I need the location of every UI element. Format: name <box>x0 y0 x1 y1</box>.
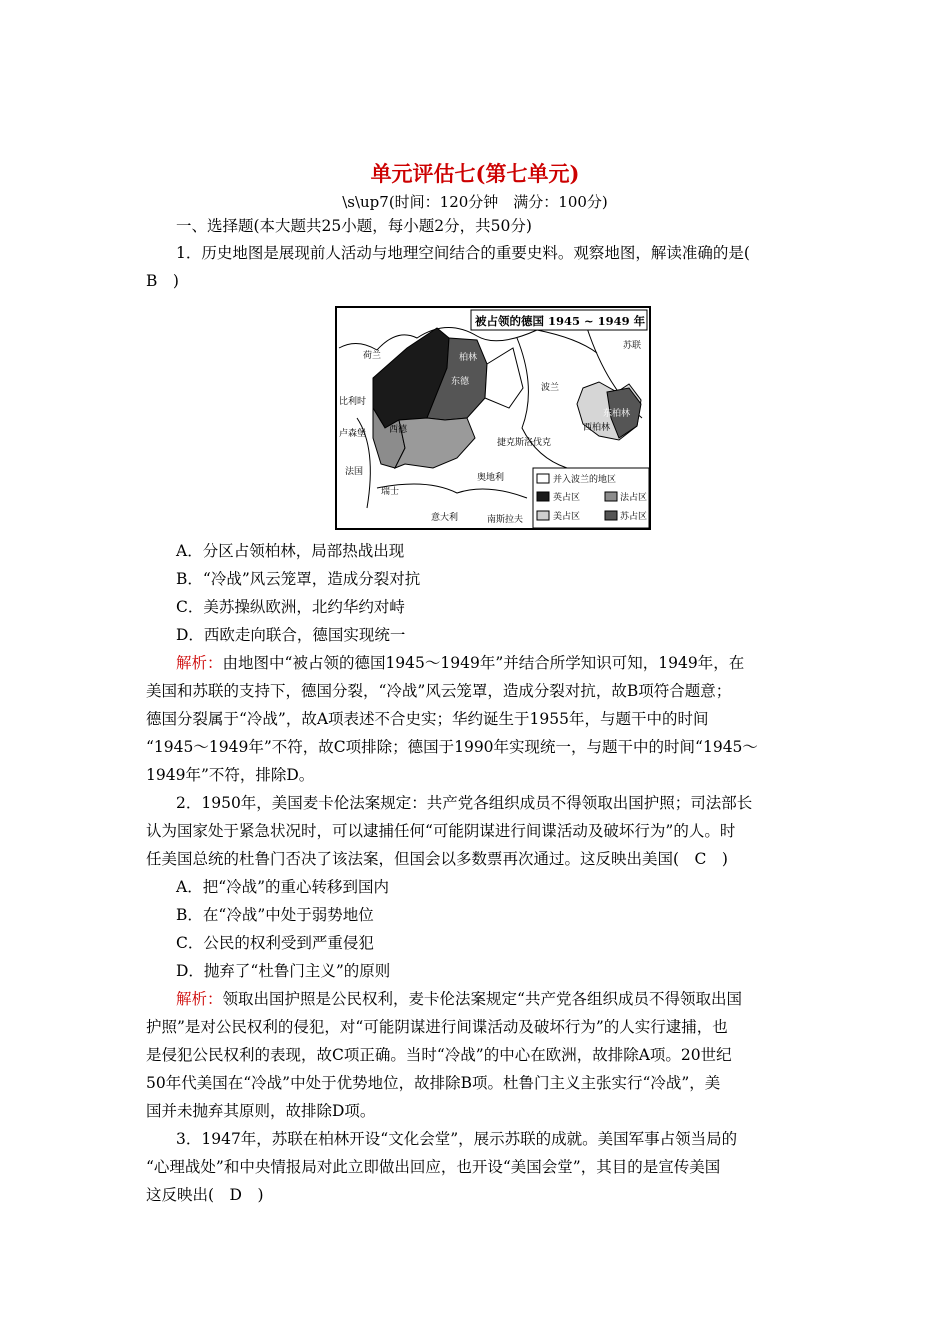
q1-option-a: A．分区占领柏林，局部热战出现 <box>176 542 405 560</box>
map-title: 被占领的德国 1945 ~ 1949 年 <box>475 314 646 328</box>
label-netherlands: 荷兰 <box>363 351 382 361</box>
q2-option-c: C．公民的权利受到严重侵犯 <box>176 934 374 952</box>
q1-option-d: D．西欧走向联合，德国实现统一 <box>176 626 406 644</box>
legend-label-soviet: 苏占区 <box>620 512 648 522</box>
label-poland: 波兰 <box>541 383 560 393</box>
page-title: 单元评估七(第七单元) <box>370 161 580 186</box>
label-east-berlin: 东柏林 <box>603 409 631 419</box>
border-line <box>517 338 567 468</box>
legend-swatch-us <box>537 511 549 520</box>
q1-stem-line-1: 1．历史地图是展现前人活动与地理空间结合的重要史料。观察地图，解读准确的是( <box>176 244 750 262</box>
legend-swatch-soviet <box>605 511 617 520</box>
legend-swatch-annexed <box>537 474 549 483</box>
q1-analysis-line-1: 解析：由地图中“被占领的德国1945～1949年”并结合所学知识可知，1949年，在 <box>176 654 745 672</box>
annexed-region <box>485 348 523 408</box>
legend-swatch-uk <box>537 492 549 501</box>
label-west-germany: 西德 <box>389 425 408 435</box>
q1-option-c: C．美苏操纵欧洲，北约华约对峙 <box>176 598 405 616</box>
label-czech: 捷克斯洛伐克 <box>497 438 552 448</box>
label-luxembourg: 卢森堡 <box>339 429 367 439</box>
label-west-berlin: 西柏林 <box>583 423 611 433</box>
q2-analysis-line-1: 解析：领取出国护照是公民权利，麦卡伦法案规定“共产党各组织成员不得领取出国 <box>176 990 742 1008</box>
legend-label-uk: 英占区 <box>553 493 581 503</box>
legend-label-french: 法占区 <box>620 493 648 503</box>
map-graphic <box>337 308 649 528</box>
analysis-label: 解析： <box>176 990 223 1008</box>
q1-analysis-line-5: 1949年”不符，排除D。 <box>146 766 315 784</box>
section-heading: 一、选择题(本大题共25小题，每小题2分，共50分) <box>176 217 532 235</box>
q2-stem-line-3: 任美国总统的杜鲁门否决了该法案，但国会以多数票再次通过。这反映出美国( C ) <box>146 850 728 868</box>
legend-label-us: 美占区 <box>553 512 581 522</box>
q2-stem-line-1: 2．1950年，美国麦卡伦法案规定：共产党各组织成员不得领取出国护照；司法部长 <box>176 794 753 812</box>
label-belgium: 比利时 <box>339 397 367 407</box>
q2-option-d: D．抛弃了“杜鲁门主义”的原则 <box>176 962 391 980</box>
q2-option-b: B．在“冷战”中处于弱势地位 <box>176 906 374 924</box>
occupied-germany-map <box>335 306 651 530</box>
label-italy: 意大利 <box>431 513 459 523</box>
q2-analysis-line-5: 国并未抛弃其原则，故排除D项。 <box>146 1102 376 1120</box>
q2-analysis-line-4: 50年代美国在“冷战”中处于优势地位，故排除B项。杜鲁门主义主张实行“冷战”，美 <box>146 1074 721 1092</box>
q2-analysis-line-3: 是侵犯公民权利的表现，故C项正确。当时“冷战”的中心在欧洲，故排除A项。20世纪 <box>146 1046 732 1064</box>
q2-stem-line-2: 认为国家处于紧急状况时，可以逮捕任何“可能阴谋进行间谍活动及破坏行为”的人。时 <box>146 822 736 840</box>
q2-option-a: A．把“冷战”的重心转移到国内 <box>176 878 390 896</box>
label-ussr: 苏联 <box>623 341 642 351</box>
analysis-label: 解析： <box>176 654 223 672</box>
q1-analysis-line-2: 美国和苏联的支持下，德国分裂，“冷战”风云笼罩，造成分裂对抗，故B项符合题意； <box>146 682 732 700</box>
border-line <box>377 484 527 498</box>
label-austria: 奥地利 <box>477 473 505 483</box>
legend-label-annexed: 并入波兰的地区 <box>553 475 617 485</box>
label-berlin: 柏林 <box>459 353 478 363</box>
q3-stem-line-1: 3．1947年，苏联在柏林开设“文化会堂”，展示苏联的成就。美国军事占领当局的 <box>176 1130 738 1148</box>
label-east-germany: 东德 <box>451 377 470 387</box>
legend-swatch-french <box>605 492 617 501</box>
label-yugoslavia: 南斯拉夫 <box>487 515 524 525</box>
q1-analysis-line-3: 德国分裂属于“冷战”，故A项表述不合史实；华约诞生于1955年，与题干中的时间 <box>146 710 709 728</box>
q2-analysis-line-2: 护照”是对公民权利的侵犯，对“可能阴谋进行间谍活动及破坏行为”的人实行逮捕，也 <box>146 1018 728 1036</box>
q1-option-b: B．“冷战”风云笼罩，造成分裂对抗 <box>176 570 421 588</box>
q1-stem-line-2: B ) <box>146 272 179 290</box>
q3-stem-line-2: “心理战处”和中央情报局对此立即做出回应，也开设“美国会堂”，其目的是宣传美国 <box>146 1158 721 1176</box>
q3-stem-line-3: 这反映出( D ) <box>146 1186 264 1204</box>
exam-time-info: \s\up7(时间：120分钟 满分：100分) <box>342 193 608 211</box>
label-switzerland: 瑞士 <box>381 487 400 497</box>
q1-analysis-line-4: “1945～1949年”不符，故C项排除；德国于1990年实现统一，与题干中的时间“1945～ <box>146 738 758 756</box>
label-france: 法国 <box>345 467 364 477</box>
